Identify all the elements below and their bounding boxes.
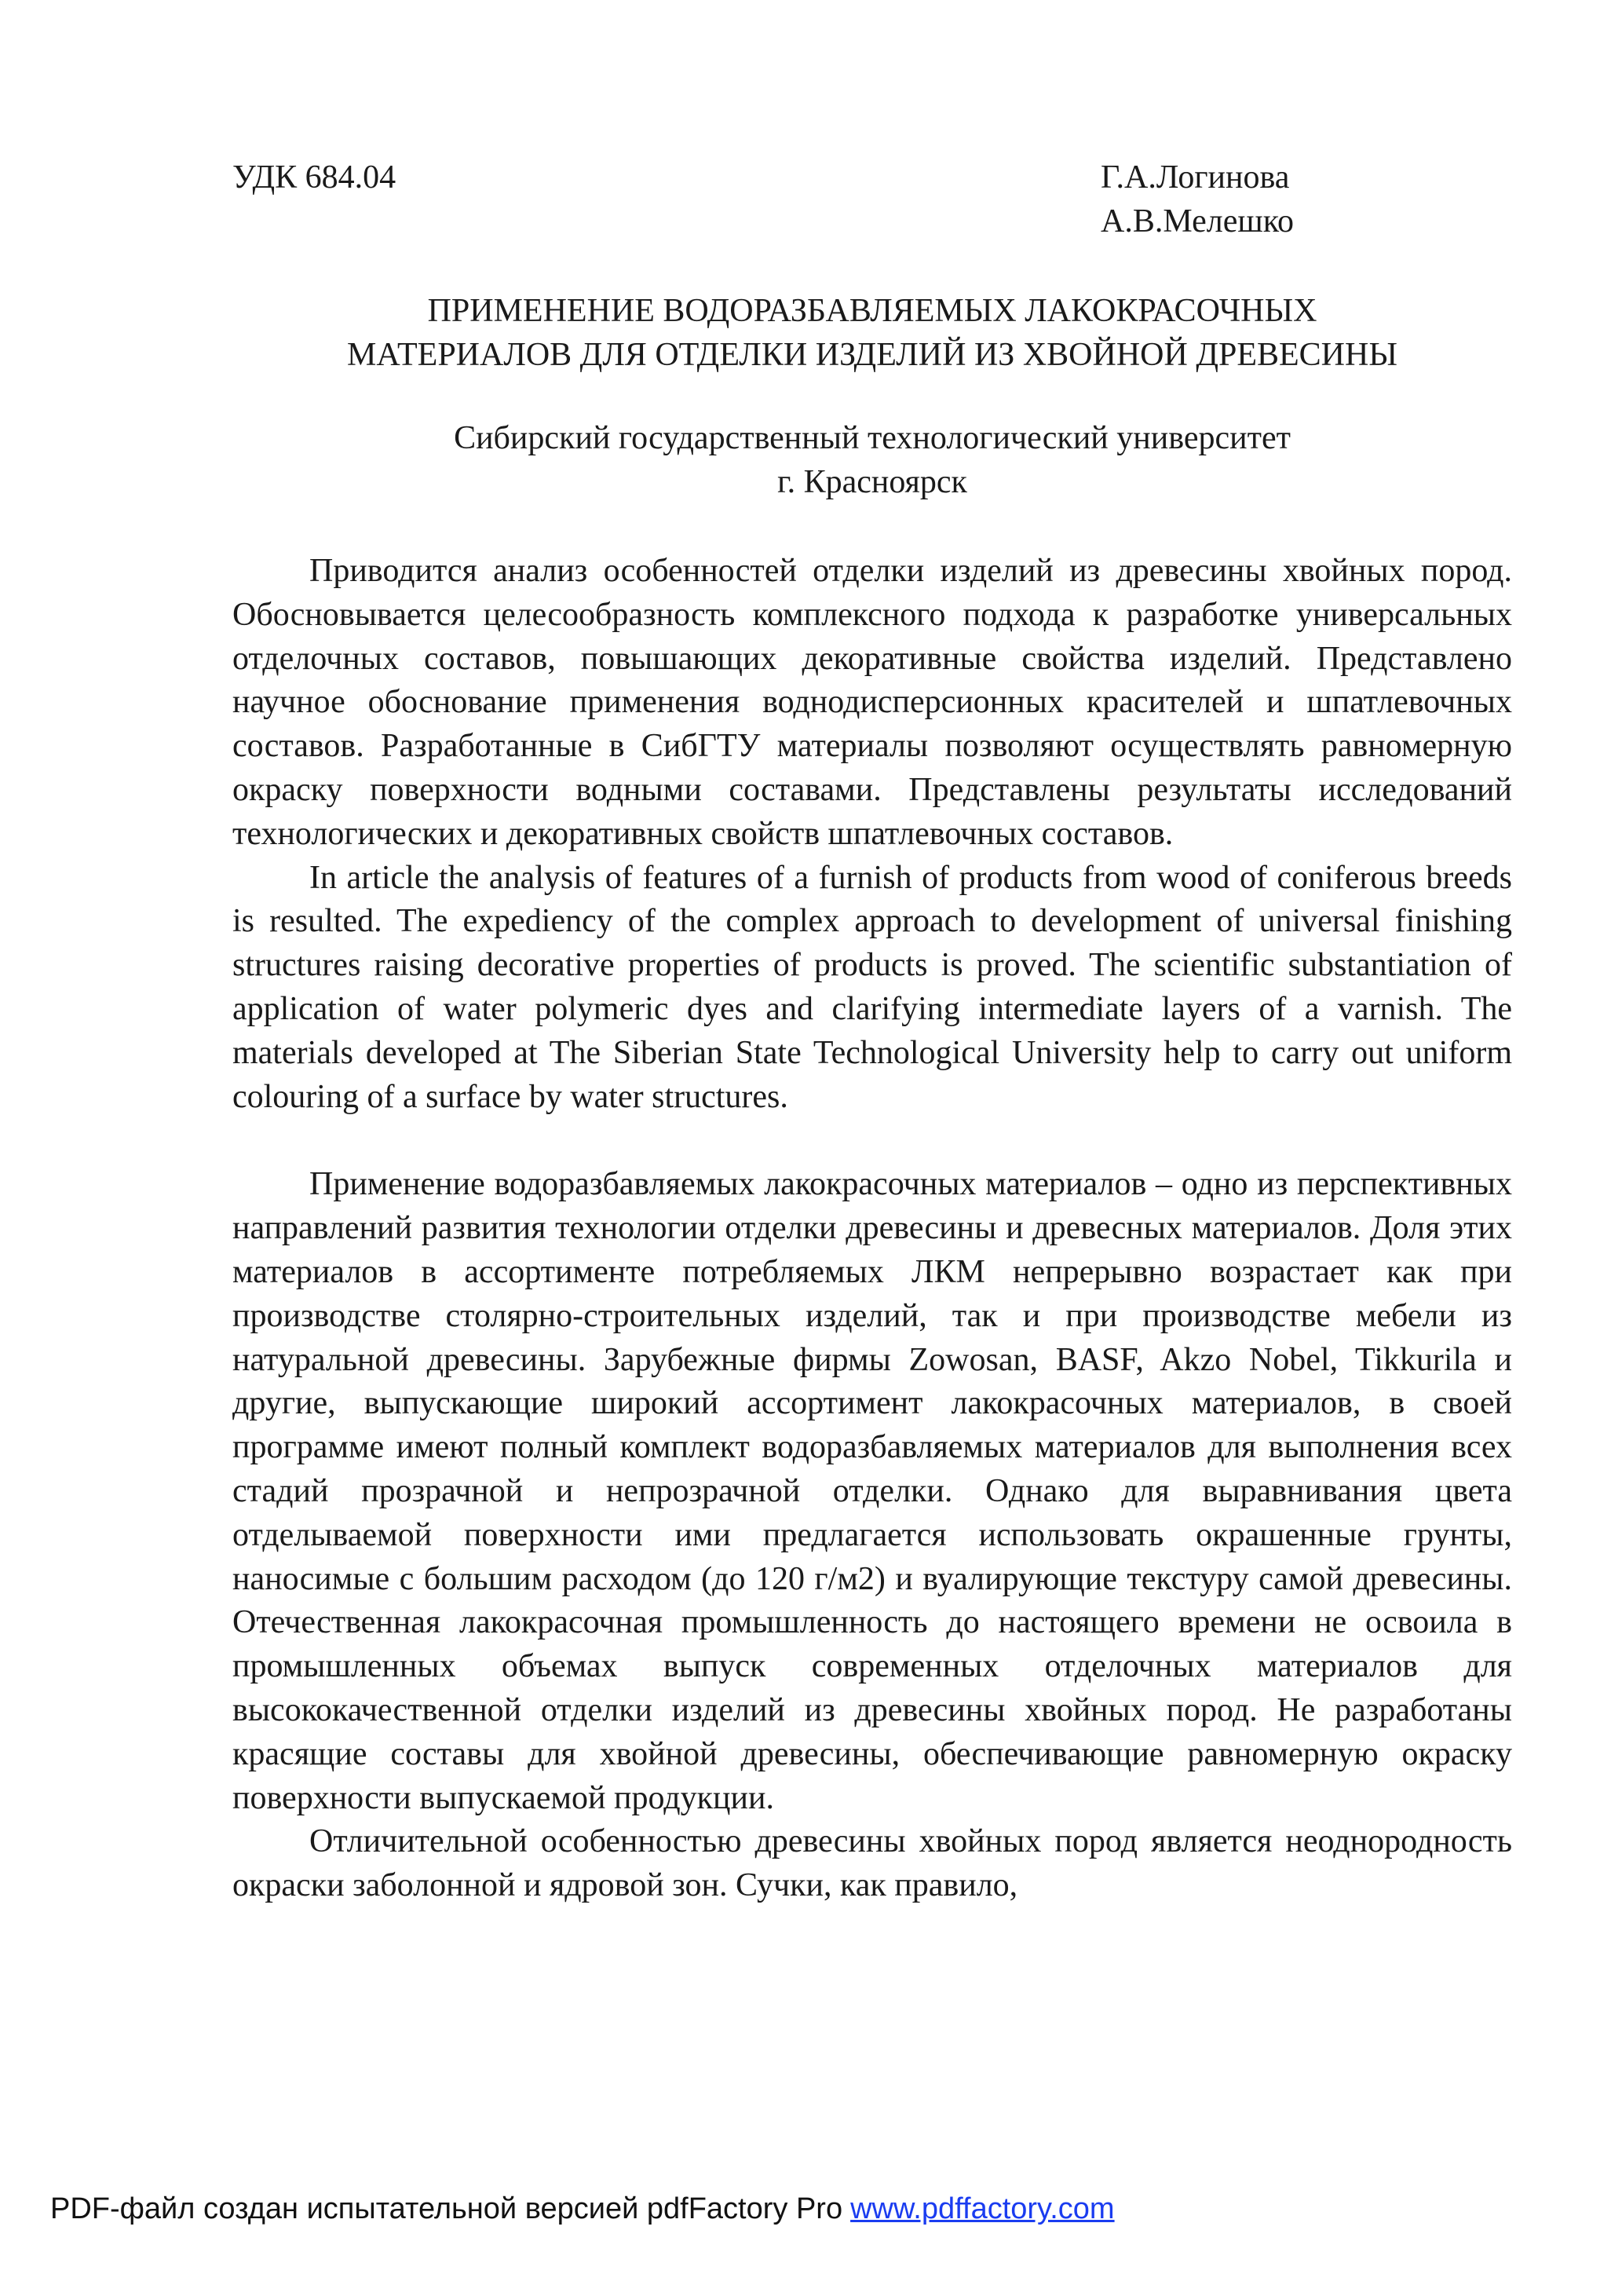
author-name: А.В.Мелешко — [1101, 203, 1294, 239]
body-paragraph: Применение водоразбавляемых лакокрасочных материалов – одно из перспективных направлений развития технологии отделки древесины и древесных материалов. Доля этих материалов в ассортименте потребляемых ЛКМ непрерывно возрастает как при производстве столярно-строительных изделий, так и при производстве мебели из натуральной древесины. Зарубежные фирмы Zowosan, BASF, Akzo Nobel, Tikkurila и другие, выпускающие широкий ассортимент лакокрасочных материалов, в своей программе имеют полный комплект водоразбавляемых материалов для выполнения всех стадий прозрачной и непрозрачной отделки. Однако для выравнивания цвета отделываемой поверхности ими предлагается использовать окрашенные грунты, наносимые с большим расходом (до 120 г/м2) и вуалирующие текстуру самой древесины. Отечественная лакокрасочная промышленность до настоящего времени не освоила в промышленных объемах выпуск современных отделочных материалов для высококачественной отделки изделий из древесины хвойных пород. Не разработаны красящие составы для хвойной древесины, обеспечивающие равномерную окраску поверхности выпускаемой продукции. — [232, 1166, 1512, 1816]
abstract-russian: Приводится анализ особенностей отделки изделий из древесины хвойных пород. Обосновывается целесообразность комплексного подхода к разработке универсальных отделочных составов, повышающих декоративные свойства изделий. Представлено научное обоснование применения воднодисперсионных красителей и шпатлевочных составов. Разработанные в СибГТУ материалы позволяют осуществлять равномерную окраску поверхности водными составами. Представлены результаты исследований технологических и декоративных свойств шпатлевочных составов. — [232, 553, 1512, 852]
author-name: Г.А.Логинова — [1101, 159, 1290, 196]
pdf-watermark-footer — [50, 2191, 1115, 2227]
footer-text: PDF-файл создан испытательной версией pdfFactory Pro — [50, 2192, 843, 2225]
title-line: МАТЕРИАЛОВ ДЛЯ ОТДЕЛКИ ИЗДЕЛИЙ ИЗ ХВОЙНОЙ ДРЕВЕСИНЫ — [347, 337, 1397, 373]
institution-name: Сибирский государственный технологический университет — [454, 420, 1291, 456]
pdffactory-link[interactable]: www.pdffactory.com — [850, 2192, 1115, 2225]
article-title — [232, 289, 1512, 377]
title-line: ПРИМЕНЕНИЕ ВОДОРАЗБАВЛЯЕМЫХ ЛАКОКРАСОЧНЫХ — [427, 293, 1317, 329]
city-name: г. Красноярск — [777, 464, 967, 500]
udk-code: УДК 684.04 — [232, 159, 396, 196]
article-body — [232, 550, 1512, 1908]
affiliation — [232, 416, 1512, 504]
authors — [1101, 155, 1294, 243]
body-paragraph: Отличительной особенностью древесины хвойных пород является неоднородность окраски заболонной и ядровой зон. Сучки, как правило, — [232, 1823, 1512, 1904]
abstract-english: In article the analysis of features of a furnish of products from wood of coniferous breeds is resulted. The expediency of the complex approach to development of universal finishing structures raising decorative properties of products is proved. The scientific substantiation of application of water polymeric dyes and clarifying intermediate layers of a varnish. The materials developed at The Siberian State Technological University help to carry out uniform colouring of a surface by water structures. — [232, 859, 1512, 1115]
